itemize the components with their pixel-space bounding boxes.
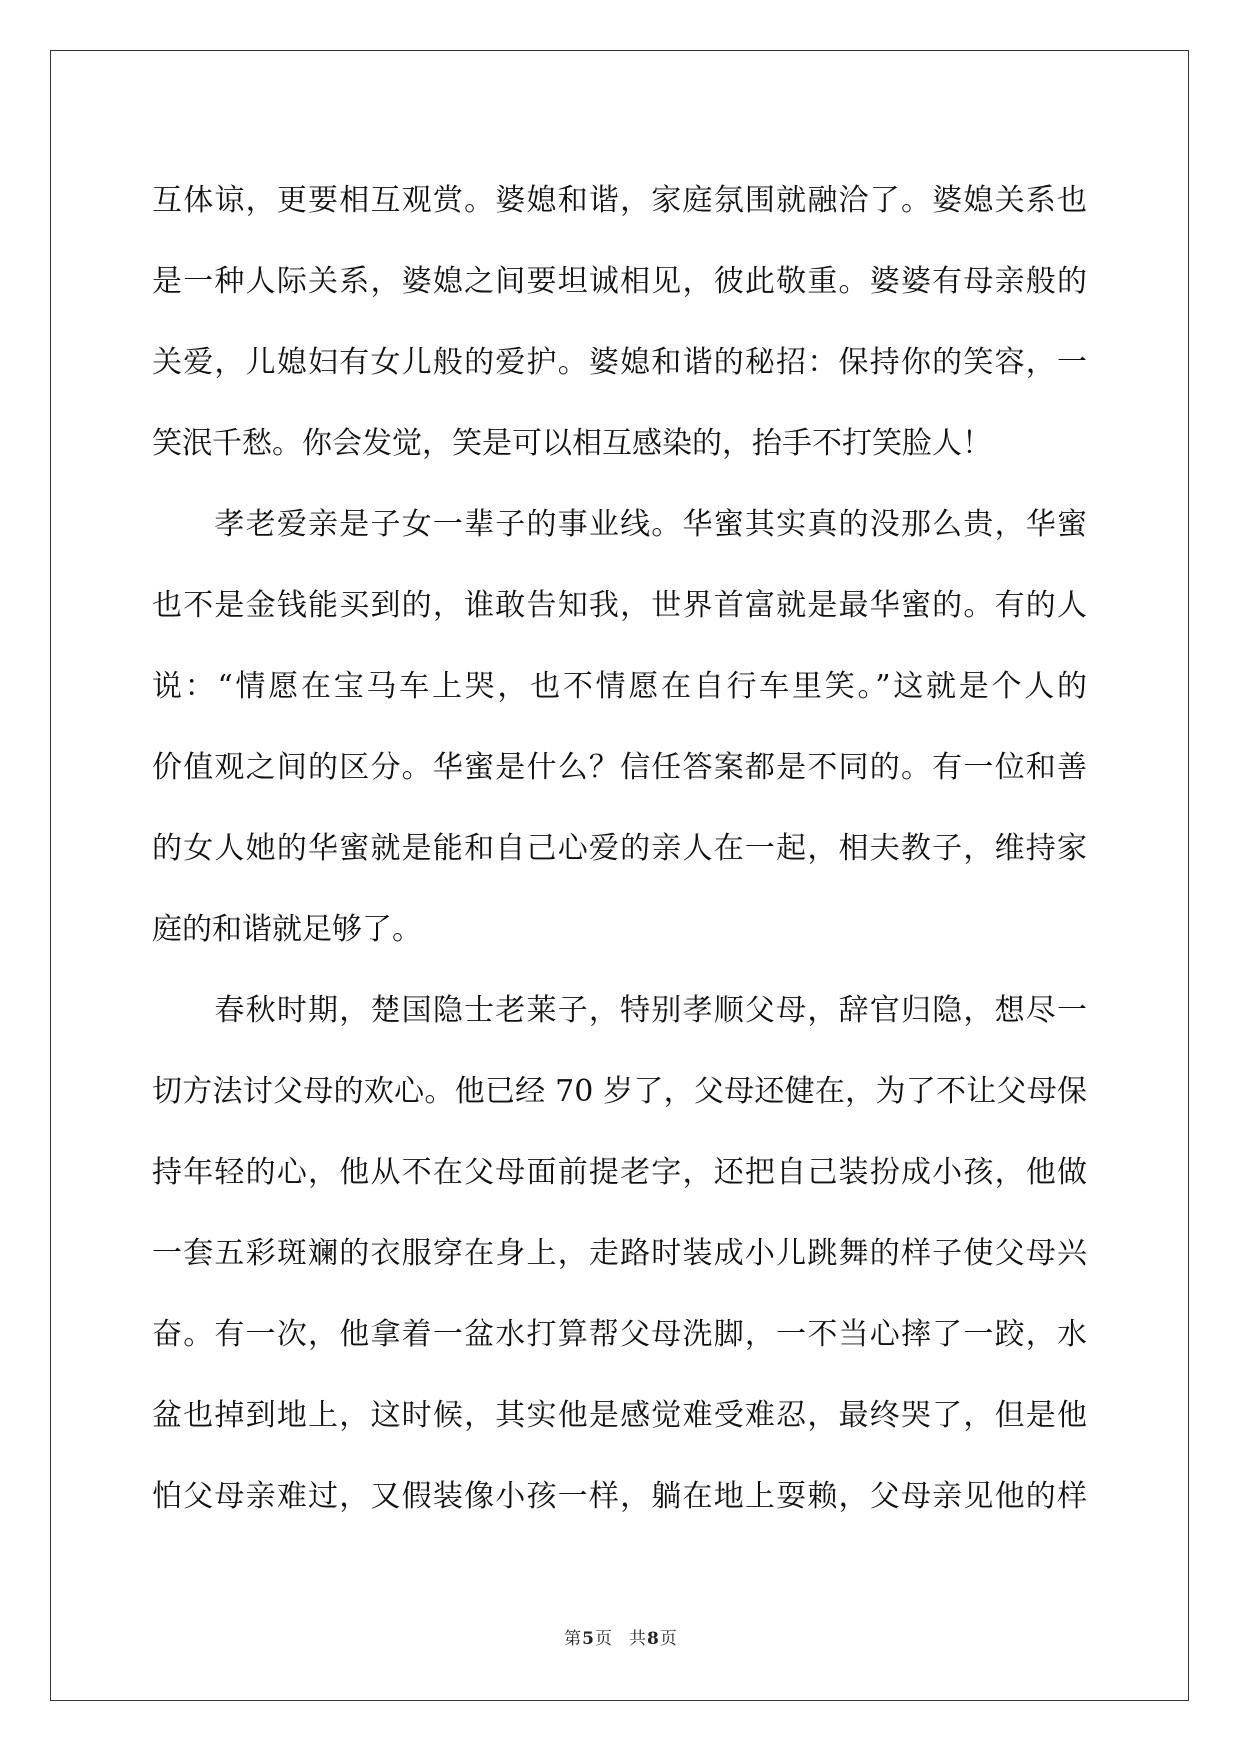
text-line: 是一种人际关系，婆媳之间要坦诚相见，彼此敬重。婆婆有母亲般的 <box>152 264 1087 299</box>
text-line: 切方法讨父母的欢心。他已经 70 岁了，父母还健在，为了不让父母保 <box>152 1074 1087 1109</box>
page-footer <box>0 1624 1241 1649</box>
text-line: 也不是金钱能买到的，谁敢告知我，世界首富就是最华蜜的。有的人 <box>152 588 1087 623</box>
document-body <box>152 160 1087 1537</box>
text-line: 奋。有一次，他拿着一盆水打算帮父母洗脚，一不当心摔了一跤，水 <box>152 1317 1087 1352</box>
footer-prefix: 第 <box>564 1629 582 1649</box>
text-line: 怕父母亲难过，又假装像小孩一样，躺在地上耍赖，父母亲见他的样 <box>152 1479 1087 1514</box>
footer-total-pages: 8 <box>647 1629 659 1649</box>
text-line: 持年轻的心，他从不在父母面前提老字，还把自己装扮成小孩，他做 <box>152 1155 1087 1190</box>
text-line: 笑泯千愁。你会发觉，笑是可以相互感染的，抬手不打笑脸人！ <box>152 426 992 461</box>
text-line: 盆也掉到地上，这时候，其实他是感觉难受难忍，最终哭了，但是他 <box>152 1398 1087 1433</box>
footer-suffix: 页 <box>659 1629 677 1649</box>
text-line: 关爱，儿媳妇有女儿般的爱护。婆媳和谐的秘招：保持你的笑容，一 <box>152 345 1087 380</box>
text-line: 一套五彩斑斓的衣服穿在身上，走路时装成小儿跳舞的样子使父母兴 <box>152 1236 1087 1271</box>
footer-page-number: 5 <box>582 1629 594 1649</box>
text-line: 互体谅，更要相互观赏。婆媳和谐，家庭氛围就融洽了。婆媳关系也 <box>152 183 1087 218</box>
text-line: 庭的和谐就足够了。 <box>152 912 422 947</box>
text-line: 春秋时期，楚国隐士老莱子，特别孝顺父母，辞官归隐，想尽一 <box>152 993 1087 1028</box>
text-line: 的女人她的华蜜就是能和自己心爱的亲人在一起，相夫教子，维持家 <box>152 831 1087 866</box>
text-line: 孝老爱亲是子女一辈子的事业线。华蜜其实真的没那么贵，华蜜 <box>152 507 1087 542</box>
text-line: 说：“情愿在宝马车上哭，也不情愿在自行车里笑。”这就是个人的 <box>152 669 1087 704</box>
footer-middle: 页 共 <box>595 1629 646 1649</box>
text-line: 价值观之间的区分。华蜜是什么？信任答案都是不同的。有一位和善 <box>152 750 1087 785</box>
